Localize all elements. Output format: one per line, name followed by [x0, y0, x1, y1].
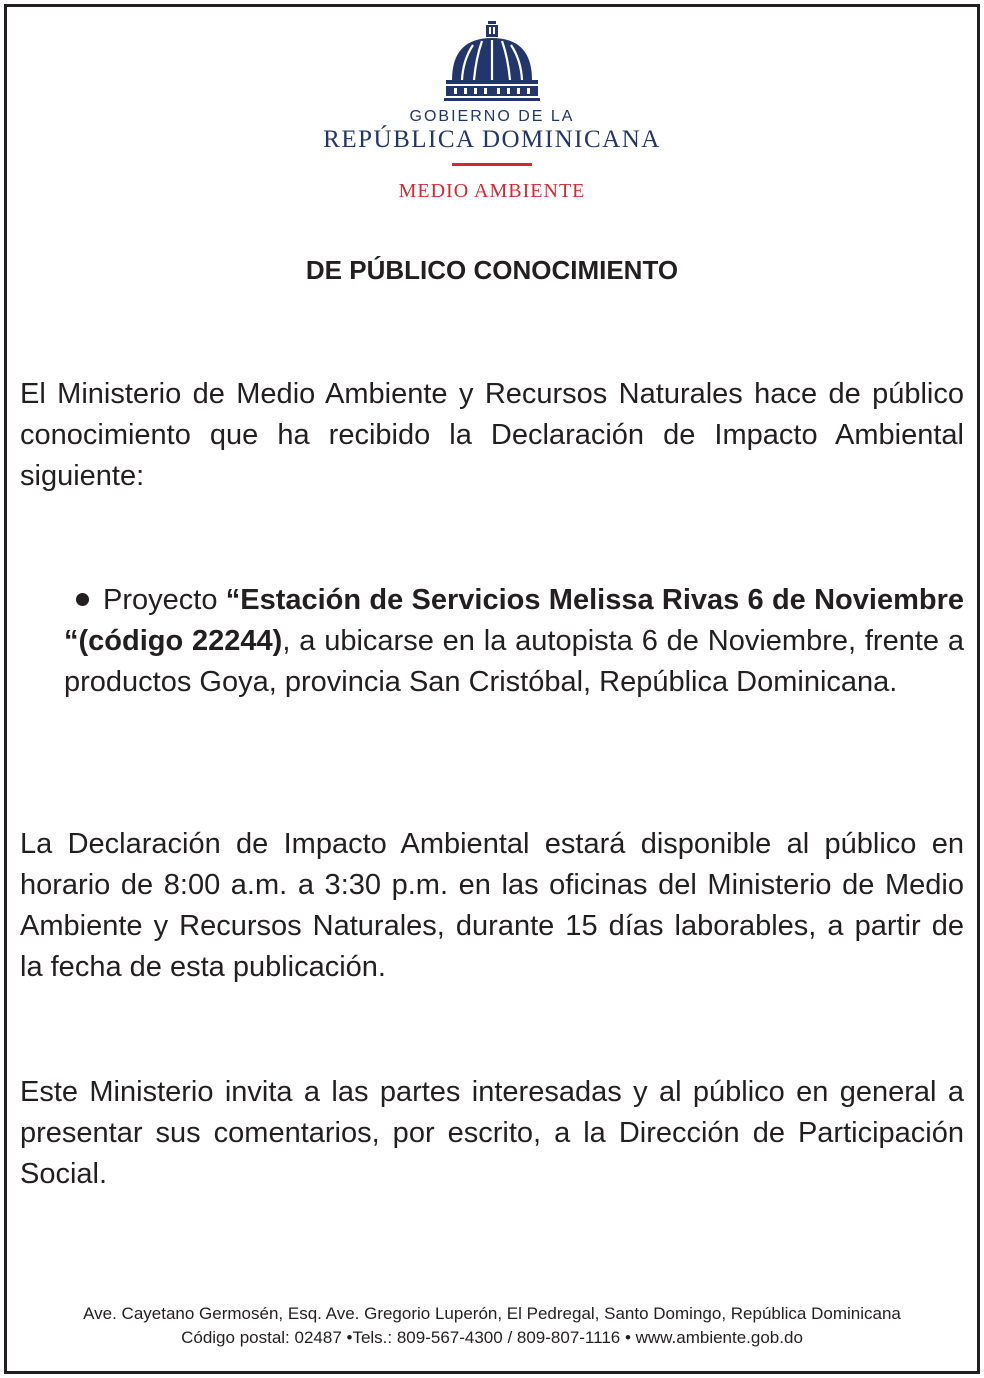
project-location: , a ubicarse en la autopista 6 de Noviembre, frente a productos Goya, provincia San Cristóbal, República Dominicana. — [64, 625, 964, 698]
footer-contact: Código postal: 02487 •Tels.: 809-567-4300 / 809-807-1116 • www.ambiente.gob.do — [181, 1328, 803, 1347]
logo-divider — [452, 163, 532, 166]
invitation-paragraph: Este Ministerio invita a las partes interesadas y al público en general a presentar sus comentarios, por escrito, a la Dirección de Participación Social. — [20, 1076, 964, 1190]
bullet-icon — [76, 593, 89, 606]
footer-address: Ave. Cayetano Germosén, Esq. Ave. Gregorio Luperón, El Pedregal, Santo Domingo, República Dominicana — [83, 1304, 901, 1323]
dome-icon — [442, 18, 542, 104]
project-name: “Estación de Servicios Melissa Rivas 6 de Noviembre “(código 22244) — [64, 584, 964, 657]
logo-line-republica: REPÚBLICA DOMINICANA — [323, 126, 661, 153]
government-logo — [0, 18, 984, 104]
logo-line-gobierno: GOBIERNO DE LA — [409, 108, 575, 125]
availability-paragraph: La Declaración de Impacto Ambiental estará disponible al público en horario de 8:00 a.m. a 3:30 p.m. en las oficinas del Ministerio de Medio Ambiente y Recursos Naturales, durante 15 días laborables, a partir de la fecha de esta publicación. — [20, 828, 964, 983]
intro-paragraph: El Ministerio de Medio Ambiente y Recursos Naturales hace de público conocimiento que ha recibido la Declaración de Impacto Ambiental siguiente: — [20, 378, 964, 492]
ministry-name: MEDIO AMBIENTE — [398, 180, 586, 202]
notice-heading: DE PÚBLICO CONOCIMIENTO — [305, 255, 679, 285]
project-bullet-item — [64, 580, 964, 703]
project-prefix: Proyecto — [103, 584, 226, 616]
